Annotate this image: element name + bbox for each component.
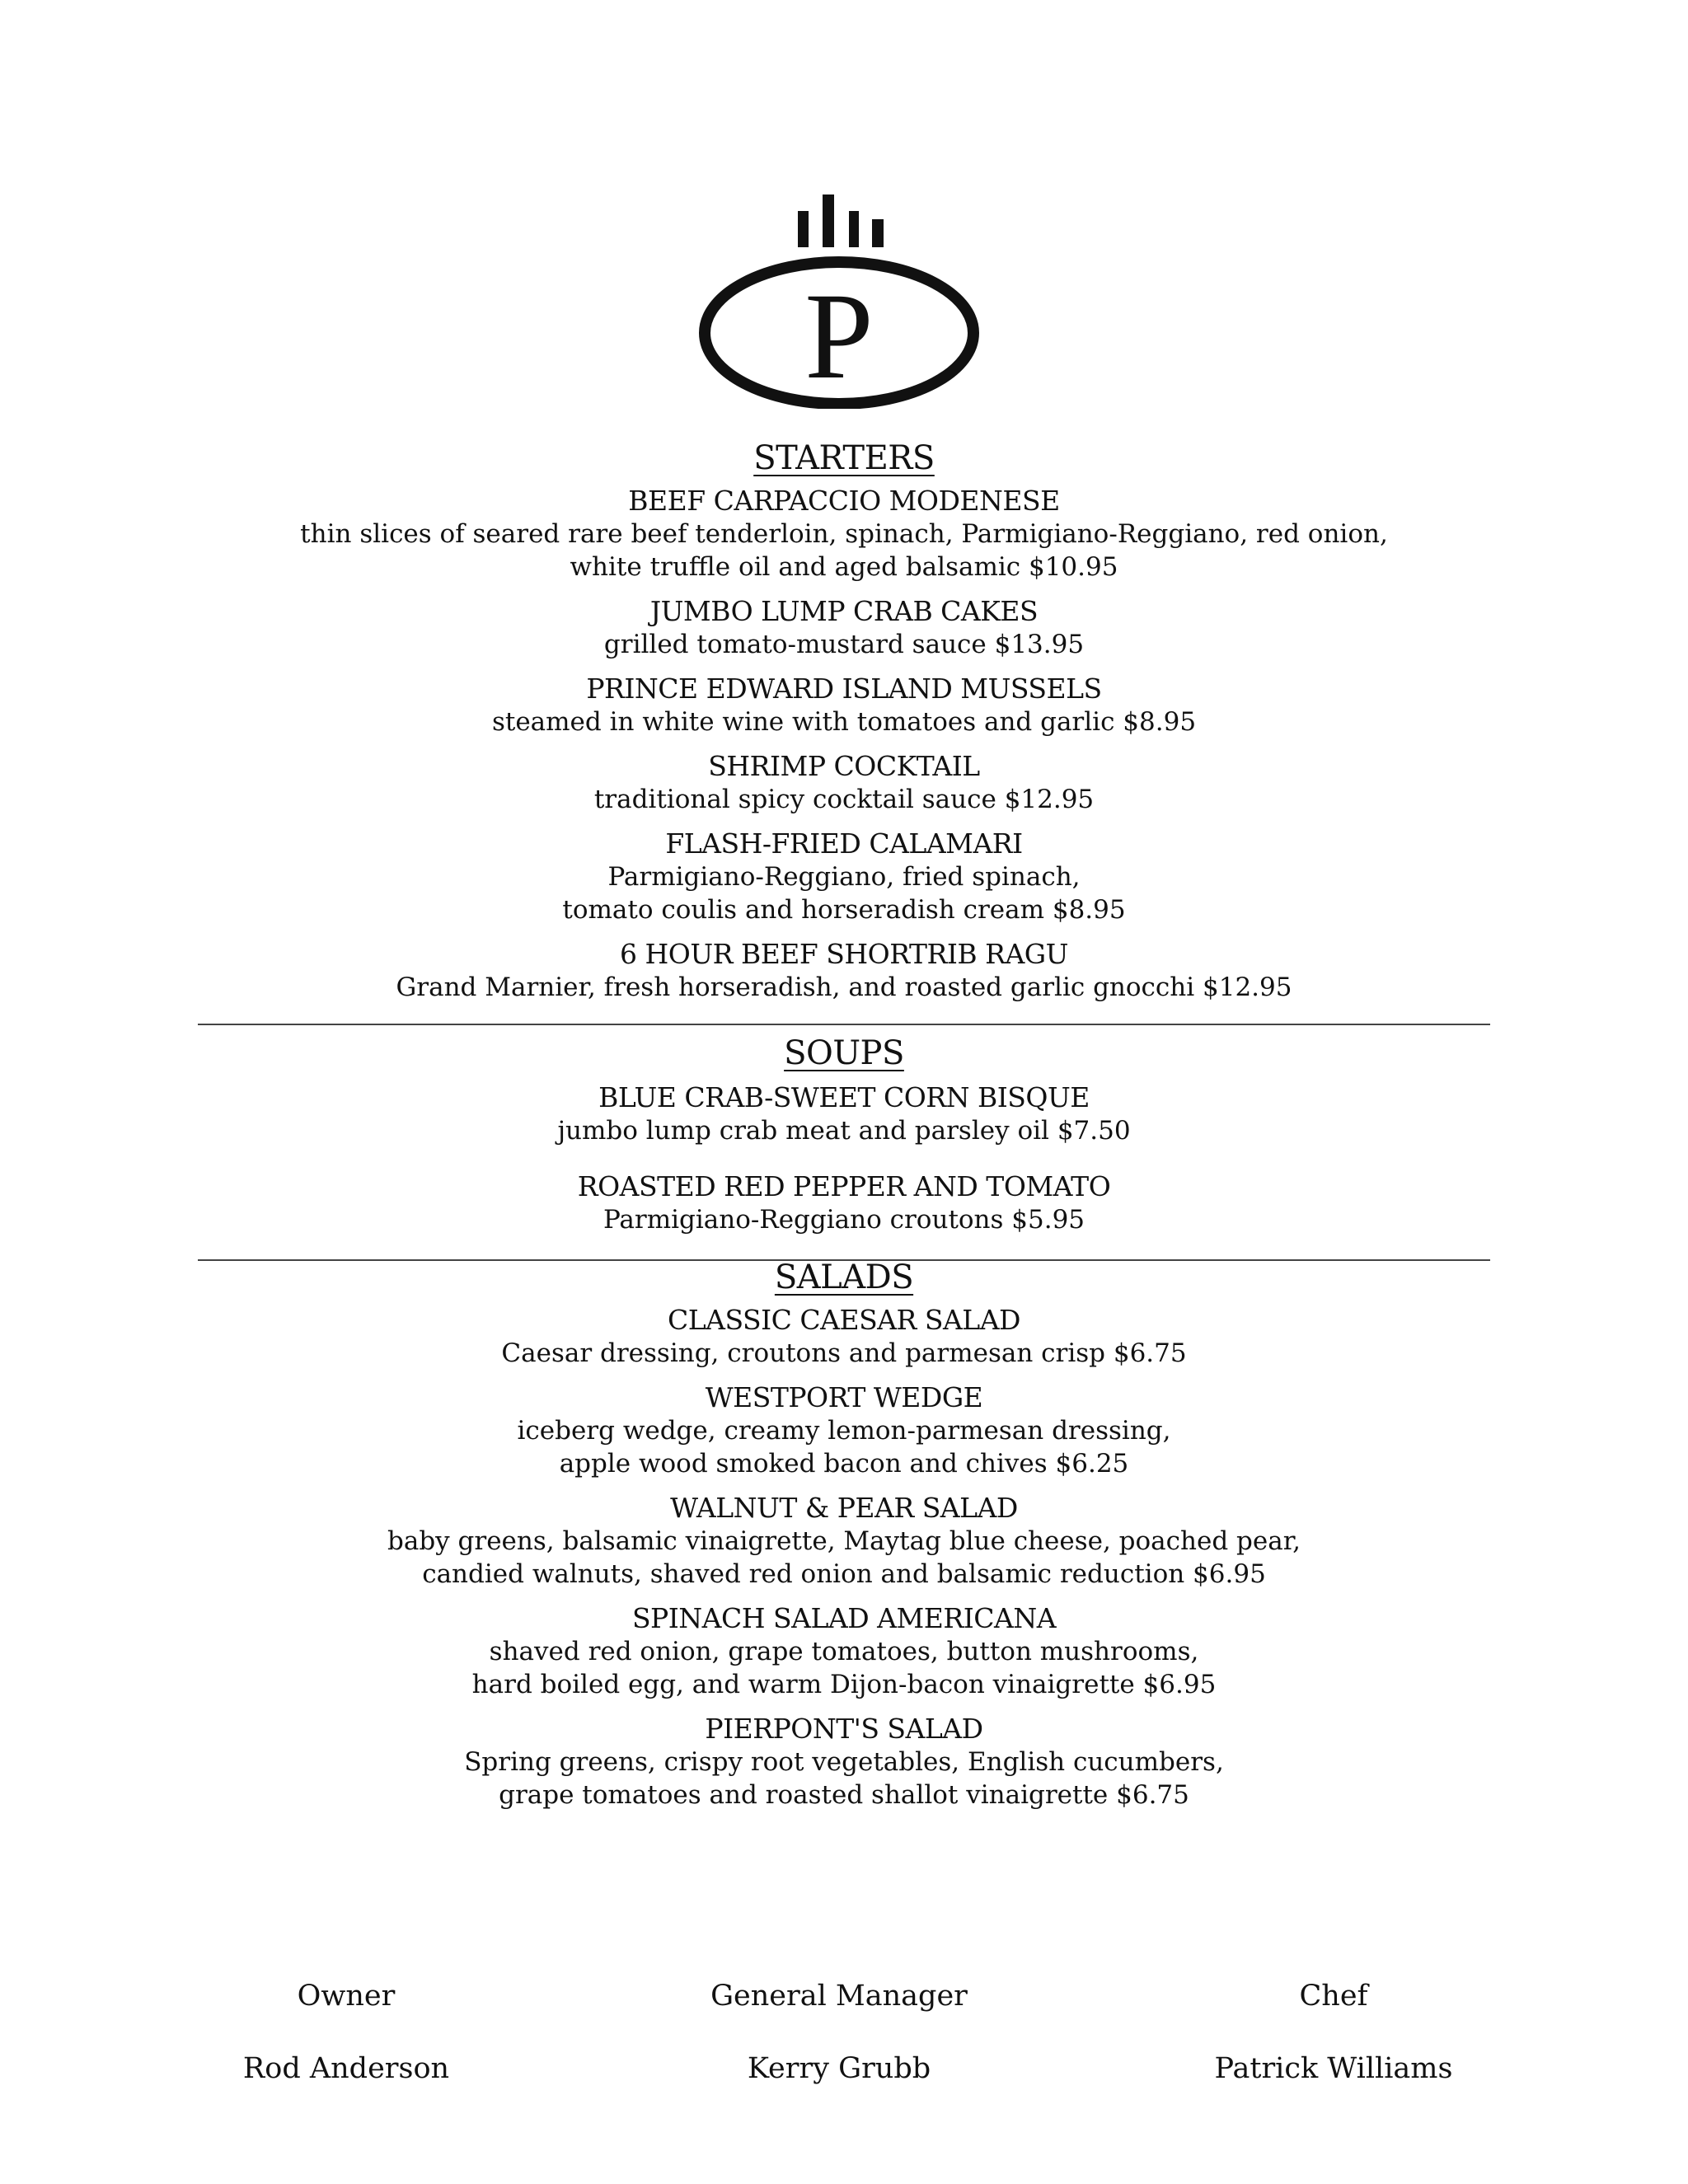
menu-item [0,750,1688,816]
menu-item-description: white truffle oil and aged balsamic $10.95 [570,552,1118,582]
logo-letter: P [804,268,874,405]
salads-section [0,1254,1688,1811]
menu-item [0,485,1688,583]
menu-item [0,1304,1688,1370]
menu-item-name: WESTPORT WEDGE [705,1381,983,1413]
menu-item-description: Spring greens, crispy root vegetables, English cucumbers, [464,1747,1224,1777]
salads-title: SALADS [774,1258,914,1296]
menu-item-description: iceberg wedge, creamy lemon-parmesan dressing, [517,1416,1171,1446]
menu-item-description: Parmigiano-Reggiano croutons $5.95 [603,1205,1085,1235]
menu-item-description: grilled tomato-mustard sauce $13.95 [603,630,1085,659]
menu-item-description: jumbo lump crab meat and parsley oil $7.50 [557,1116,1131,1146]
menu-item-name: FLASH-FRIED CALAMARI [665,827,1023,860]
menu-item-description: Grand Marnier, fresh horseradish, and roasted garlic gnocchi $12.95 [396,972,1292,1002]
staff-role: Owner [297,1980,396,2013]
menu-item-name: 6 HOUR BEEF SHORTRIB RAGU [620,938,1068,970]
menu-item-description: hard boiled egg, and warm Dijon-bacon vinaigrette $6.95 [471,1670,1217,1699]
staff-role: General Manager [710,1980,968,2013]
menu-item [0,1492,1688,1591]
menu-item-name: ROASTED RED PEPPER AND TOMATO [577,1170,1111,1202]
menu-item [0,595,1688,661]
starters-section [0,435,1688,1004]
menu-item [0,673,1688,738]
menu-item [0,1602,1688,1701]
menu-item [0,1081,1688,1147]
menu-item-description: baby greens, balsamic vinaigrette, Maytag blue cheese, poached pear, [387,1526,1301,1556]
staff-role: Chef [1299,1980,1368,2013]
menu-item-description: Parmigiano-Reggiano, fried spinach, [607,862,1081,892]
menu-item-name: PIERPONT'S SALAD [705,1713,983,1745]
menu-item-description: steamed in white wine with tomatoes and garlic $8.95 [491,707,1197,737]
menu-item-description: tomato coulis and horseradish cream $8.95 [562,895,1126,925]
menu-item-description: shaved red onion, grape tomatoes, button mushrooms, [489,1637,1199,1666]
menu-item-description: traditional spicy cocktail sauce $12.95 [593,785,1095,814]
menu-item-description: grape tomatoes and roasted shallot vinaigrette $6.75 [499,1780,1189,1810]
menu-item [0,1381,1688,1480]
menu-item-name: BEEF CARPACCIO MODENESE [628,485,1060,517]
menu-item-name: CLASSIC CAESAR SALAD [668,1304,1020,1336]
menu-item [0,938,1688,1004]
menu-item-name: JUMBO LUMP CRAB CAKES [649,595,1039,627]
menu-item-name: PRINCE EDWARD ISLAND MUSSELS [586,673,1102,705]
starters-title: STARTERS [753,439,935,477]
menu-item [0,827,1688,926]
menu-item-description: Caesar dressing, croutons and parmesan crisp $6.75 [501,1338,1187,1368]
menu-item-description: thin slices of seared rare beef tenderloin, spinach, Parmigiano-Reggiano, red onion, [300,519,1388,549]
soups-section [0,1030,1688,1236]
menu-item-name: SHRIMP COCKTAIL [708,750,980,782]
staff-name: Rod Anderson [242,2052,450,2085]
soups-title: SOUPS [784,1034,904,1072]
menu-item-name: WALNUT & PEAR SALAD [670,1492,1018,1524]
menu-item-description: candied walnuts, shaved red onion and balsamic reduction $6.95 [422,1559,1266,1589]
menu-item-name: BLUE CRAB-SWEET CORN BISQUE [598,1081,1090,1113]
menu-item-name: SPINACH SALAD AMERICANA [631,1602,1057,1634]
divider-starters-soups [198,1024,1490,1025]
menu-item-description: apple wood smoked bacon and chives $6.25 [559,1449,1129,1479]
staff-name: Patrick Williams [1214,2052,1453,2085]
restaurant-logo [699,194,979,409]
staff-name: Kerry Grubb [747,2052,931,2085]
menu-item [0,1713,1688,1811]
menu-item [0,1170,1688,1236]
